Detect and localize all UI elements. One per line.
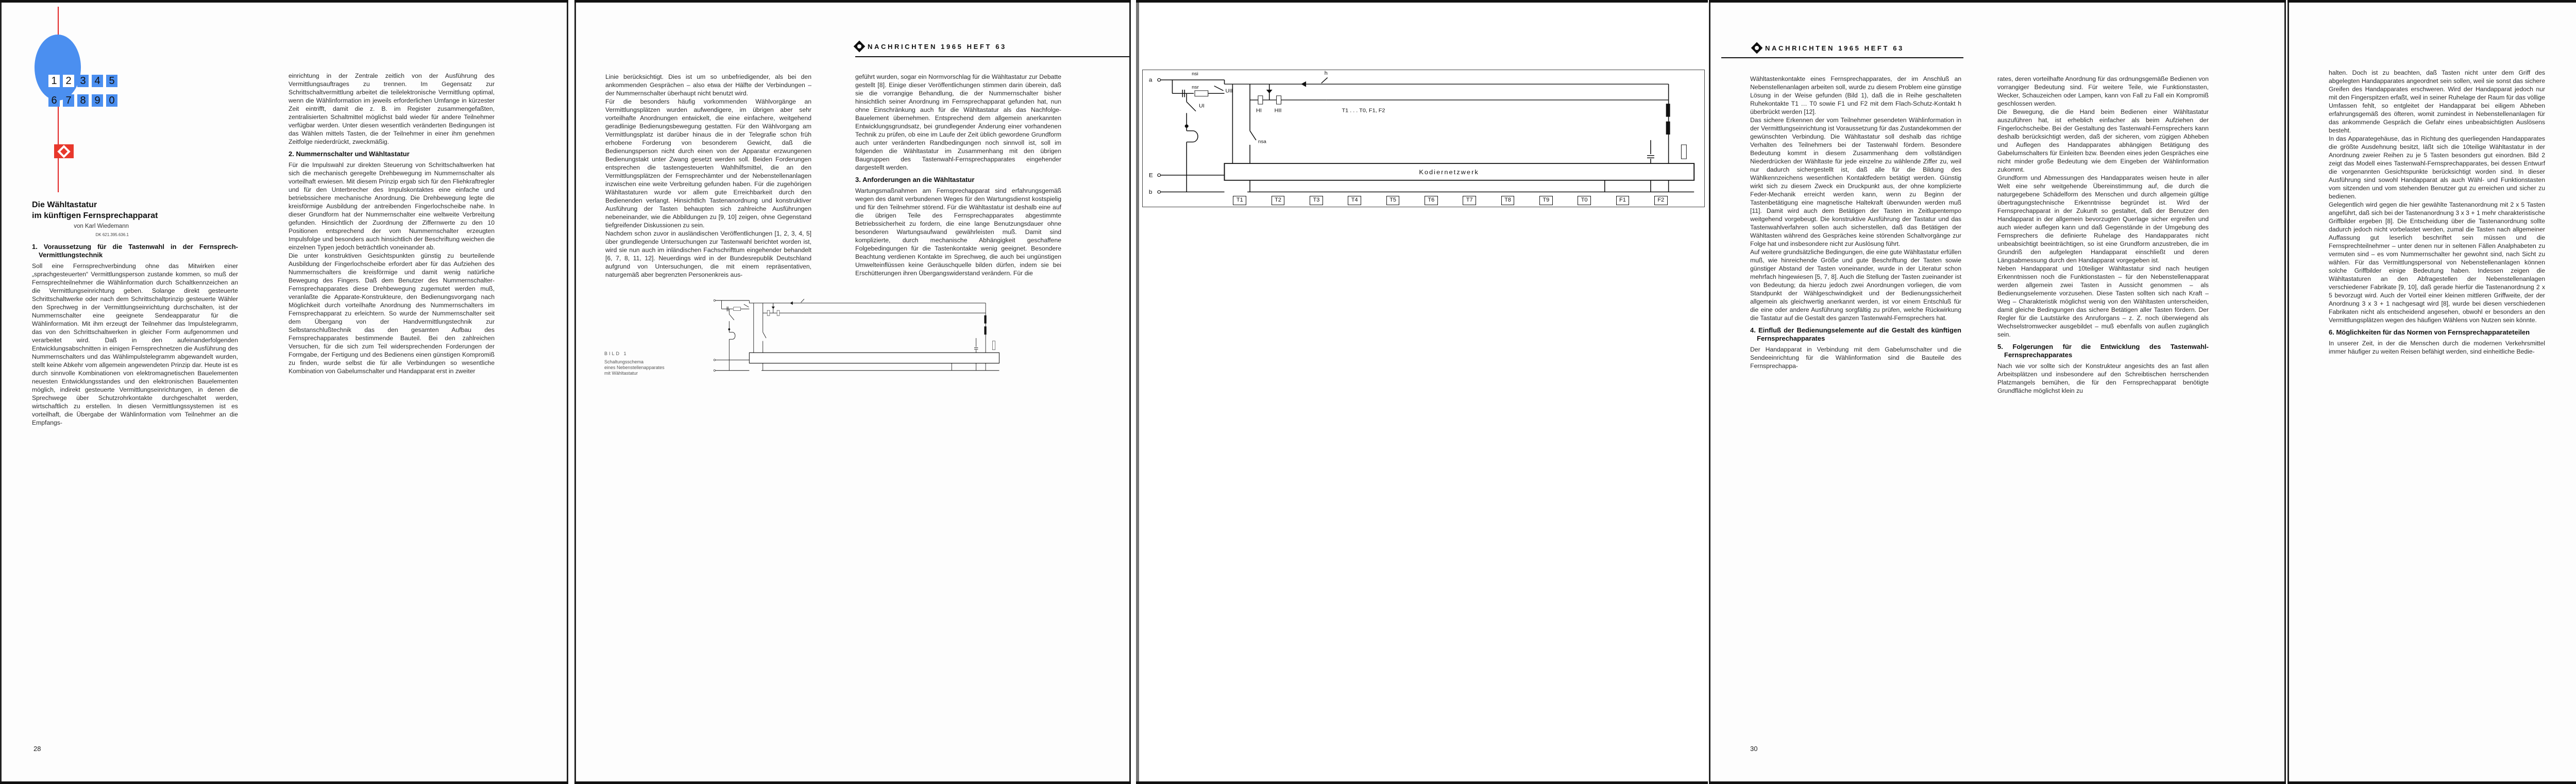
terminal-label-b: b <box>1148 189 1153 194</box>
switch-nsa <box>1250 131 1256 140</box>
author: von Karl Wiedemann <box>74 223 129 229</box>
article-title <box>32 199 202 221</box>
diagram-panel <box>1136 0 1708 784</box>
title-line-2: im künftigen Fernsprechapparat <box>32 211 158 220</box>
terminal <box>1158 174 1161 176</box>
section-heading: 2. Nummernschalter und Wähltastatur <box>289 150 410 158</box>
reed-relay-hi <box>767 310 770 315</box>
resistor <box>992 341 995 350</box>
keypad-digit: 4 <box>92 75 103 87</box>
switch-ui <box>729 314 734 320</box>
reed-relay-hi <box>1258 96 1263 104</box>
terminal-label-e: E <box>1148 172 1153 179</box>
switch-uii <box>1214 86 1224 91</box>
paragraph: Nach wie vor sollte sich der Konstrukteur angesichts des an fast allen Arbeitsplätzen und insbesondere auf den Schreibtischen herrschenden Platzmangels bemühen, die für den Fernsprechapparat benötigte Grundfläche möglichst klein zu <box>1997 362 2209 394</box>
section-heading: 5. Folgerungen für die Entwicklung des Tastenwahl-Fernsprechapparates <box>1997 343 2209 359</box>
resistor <box>1681 145 1686 159</box>
label-nsi: nsi <box>1192 71 1198 77</box>
label-nsr: nsr <box>1192 85 1199 91</box>
page-edge <box>2284 3 2286 781</box>
page-number: 28 <box>33 745 41 753</box>
page-31 <box>2287 0 2576 784</box>
node <box>728 328 730 330</box>
paragraph: geführt wurden, sogar ein Normvorschlag für die Wähltastatur zur Debatte gestellt [8]. Einige dieser Veröffentlichungen stimmen darin überein, daß sie die vorrangige Behandlung, die der Nummernschalter bisher hinsichtlich seiner Anordnung im Fernsprechapparat gefunden hat, nun ohne Einschränkung auch für die Wähltastatur als das Nachfolge-Bauelement übernehmen. Entsprechend dem allgemein anerkannten Entwicklungsgrundsatz, bei grundlegender Änderung einer vorhandenen Technik zu prüfen, ob eine im Laufe der Zeit üblich gewordene Grundform auch unter veränderten Randbedingungen noch sinnvoll ist, soll im folgenden die Wähltastatur im Zusammenhang mit den übrigen Baugruppen des Tastenwahl-Fernsprechapparates eingehender dargestellt werden. <box>855 73 1061 171</box>
tn-logo <box>54 144 74 158</box>
keypad-digit: 1 <box>48 75 60 87</box>
tn-logo-icon <box>854 41 866 53</box>
paragraph: Für die besonders häufig vorkommenden Wählvorgänge an Vermittlungsplätzen wurden aufwendigere, im übrigen aber sehr vorteilhafte Anordnungen entwickelt, die eine einfachere, weitgehend geradlinige Bedienungsbewegung gestatten. Für den Wählvorgang am Vermittlungsplatz ist darüber hinaus die in der Telegrafie schon früh erhobene Forderung von besonderem Gewicht, daß die Bedienungsperson nicht durch einen von der Apparatur erzwungenen Bedienungstakt unter Zwang gesetzt werden soll. Beiden Forderungen entsprechen die tastengesteuerten Wahlhilfsmittel, die an den Vermittlungsplätzen der Fernsprechämter und der Nebenstellenanlagen inzwischen eine weite Verbreitung gefunden haben. Für die zugehörigen Wähltastaturen wurde vor allem gute Erreichbarkeit durch den Bedienenden verlangt. Hinsichtlich Tastenanordnung und konstruktiver Ausführung der Tasten behaupten sich zahlreiche Ausführungen nebeneinander, wie die Abbildungen zu [9, 10] zeigen, ohne Gegenstand tiefgreifender Diskussionen zu sein. <box>605 98 811 229</box>
blue-circle <box>35 35 81 101</box>
transformer-coil <box>1666 104 1670 116</box>
label-hi: HI <box>1256 108 1262 114</box>
diode-symbol <box>1266 90 1273 93</box>
transformer-coil <box>984 326 986 335</box>
figure-label: BILD 1 <box>604 351 628 356</box>
label-nsa: nsa <box>1258 139 1266 145</box>
caption-line: Schaltungsschema <box>604 359 644 364</box>
paragraph: Für die Impulswahl zur direkten Steuerung von Schrittschaltwerken hat sich die mechanisch geregelte Drehbewegung im Nummernschalter als vorteilhaft erwiesen. Mit diesem Prinzip ergab sich für den Fliehkraftregler und für den Unterbrecher des Impulskontaktes eine einfache und betriebssichere mechanische Anordnung. Die Drehbewegung legte die kreisförmige Ausbildung der antreibenden Fingerlochscheibe nahe. In dieser Grundform hat der Nummernschalter eine weltweite Verbreitung gefunden. Hinsichtlich der Zuordnung der Ziffernwerte zu den 10 Positionen entsprechend der vom Nummernschalter erzeugten Impulsfolge und besonders auch hinsichtlich der Beschriftung weichen die einzelnen Typen jedoch beträchtlich voneinander ab. <box>289 161 495 251</box>
diode-symbol <box>790 302 792 305</box>
page-edge <box>0 3 2 781</box>
paragraph: Nachdem schon zuvor in ausländischen Veröffentlichungen [1, 2, 3, 4, 5] über grundlegende Untersuchungen zur Tastenwahl berichtet worden ist, wird sie nun auch im inländischen Fachschrifttum eingehender behandelt [6, 7, 8, 11, 12]. Neuerdings wird in der Bundesrepublik Deutschland aufgrund von Untersuchungen, die mit einem repräsentativen, naturgemäß aber begrenzten Personenkreis aus- <box>605 230 811 278</box>
masthead-rule <box>855 56 1131 57</box>
key-box-t5: T5 <box>1386 196 1400 205</box>
page-30 <box>1709 0 2286 784</box>
caption-line: eines Nebenstellenapparates <box>604 365 665 370</box>
tn-logo-icon <box>1751 42 1763 54</box>
page-28 <box>0 0 568 784</box>
key-box-t1: T1 <box>1233 196 1246 205</box>
paragraph: Grundform und Abmessungen des Handapparates weisen heute in aller Welt eine sehr weitgehende Übereinstimmung auf, die durch die naturgegebene Schädelform des Menschen und durch allgemein gültige übertragungstechnische Erkenntnisse begründet ist. Wird der Fernsprechapparat in der Zukunft so gestaltet, daß der Benutzer den Handapparat in der allgemein bevorzugten Querlage sicher ergreifen und auch wieder auflegen kann und daß Gegenstände in der Umgebung des Fernsprechers die definierte Ruhelage des Handapparates nicht unbeabsichtigt beeinträchtigen, so ist eine Grundform anzustreben, die im Grundriß den aufgelegten Handapparat einschließt und deren Längsabmessung durch den Handapparat vorgegeben ist. <box>1997 174 2209 264</box>
section-heading: 1. Voraussetzung für die Tastenwahl in der Fernsprech-Vermittlungstechnik <box>32 243 238 259</box>
paragraph: Die Bewegung, die die Hand beim Bedienen einer Wähltastatur auszuführen hat, ist erheblich einfacher als beim Aufziehen der Fingerlochscheibe. Bei der Gestaltung des Tastenwahl-Fernsprechers kann deshalb berücksichtigt werden, daß der sicheren, vom zügigen Abheben und Auflegen des Handapparates abhängigen Betätigung des Gabelumschalters für Einleiten bzw. Beenden eines jeden Gespräches eine nicht minder große Bedeutung wie dem Eingeben der Wählinformation zukommt. <box>1997 108 2209 173</box>
keypad-digit: 2 <box>63 75 74 87</box>
keypad-digit: 5 <box>106 75 117 87</box>
keypad-digit: 7 <box>63 94 74 107</box>
column-2 <box>289 72 495 375</box>
resistor <box>734 307 741 311</box>
masthead <box>855 42 1007 51</box>
paragraph: Linie berücksichtigt. Dies ist um so unbefriedigender, als bei den ankommenden Gesprächen – also etwa der Hälfte der Verbindungen – der Nummernschalter überhaupt nicht benutzt wird. <box>605 73 811 97</box>
paragraph: Neben Handapparat und 10teiliger Wähltastatur sind nach heutigen Erkenntnissen noch die Funktionstasten – für den Nebenstellenapparat werden allgemein zwei Tasten in Aussicht genommen – als Bedienungselemente vorzusehen. Diese Tasten sollten sich nach Kraft – Weg – Charakteristik möglichst wenig von den Wähltasten unterscheiden, damit gleiche Bedingungen das sichere Betätigen aller Tasten fördern. Der Regler für die Lautstärke des Anruforgans – z. Z. noch überwiegend als Wechselstromwecker ausgebildet – muß ebenfalls von außen zugänglich sein. <box>1997 265 2209 338</box>
coder-box <box>749 353 999 363</box>
circuit-svg <box>706 294 1005 372</box>
section-heading: 6. Möglichkeiten für das Normen von Fernsprechapparateteilen <box>2329 328 2530 336</box>
paragraph: Gelegentlich wird gegen die hier gewählte Tastenanordnung mit 2 x 5 Tasten angeführt, daß sich bei der Tastenanordnung 3 x 3 + 1 mehr charakteristische Griffbilder ergeben [8]. Die Entscheidung über die Tastenanordnung sollte dadurch jedoch nicht vorbelastet werden, zumal die Tasten nach allgemeiner Auffassung gut leserlich beschriftet sein müssen und die Fernsprechteilnehmer – unter denen nur in seltenen Fällen Analphabeten zu vermuten sind – es vom Nummernschalter her gewohnt sind, nach Sicht zu wählen. Für das Vermittlungspersonal von Nebenstellenanlagen können solche Griffbilder einige Bedeutung haben. Indessen zeigen die Wähltastaturen an den Abfragestellen der Nebenstellenanlagen verschiedener Fabrikate [9, 10], daß gerade hierfür die Tastenanordnung 2 x 5 bevorzugt wird. Auch der Vorteil einer kleinen mittleren Griffweite, der der Anordnung 3 x 3 + 1 nachgesagt wird [8], wurde bei diesen verschiedenen Fabrikaten nicht als entscheidend angesehen, obwohl er besonders an den Vermittlungsplätzen wegen des häufigen Wählens von Nutzen sein könnte. <box>2329 201 2545 324</box>
page-edge <box>1136 3 1139 781</box>
key-box-f1: F1 <box>1616 196 1630 205</box>
paragraph: rates, deren vorteilhafte Anordnung für das ordnungsgemäße Bedienen von vorrangiger Bedeutung sind. Für weitere Teile, wie Funktionstasten, Wecker, Schauzeichen oder Lampen, kann von Fall zu Fall ein Kompromiß geschlossen werden. <box>1997 75 2209 107</box>
keypad-digit: 0 <box>106 94 117 107</box>
label-ui: UI <box>1199 103 1205 109</box>
terminal <box>714 370 715 371</box>
reed-relay-hii <box>777 310 779 315</box>
paragraph: einrichtung in der Zentrale zeitlich von der Ausführung des Vermittlungsauftrages zu trennen. Im Gegensatz zur Schrittschaltvermittlung arbeitet die teilelektronische Vermittlung optimal, wenn die Wählinformation im jeweils erforderlichen Umfange in kürzester Zeit eintrifft, damit die z. B. im Register zusammengefaßten, zentralisierten Schaltmittel möglichst bald wieder für andere Teilnehmer verfügbar werden. Unter diesen wesentlich veränderten Bedingungen ist das Wählen mittels Tasten, die der Teilnehmer in einer ihm genehmen Zeitfolge niederdrückt, zweckmäßig. <box>289 72 495 145</box>
resistor <box>1195 91 1208 96</box>
caption-line: mit Wähltastatur <box>604 371 638 376</box>
paragraph: Die unter konstruktiven Gesichtspunkten günstig zu beurteilende Ausbildung der Fingerlochscheibe erfordert aber für das Aufziehen des Nummernschalters die kreisförmige und damit wenig natürliche Bewegung des Fingers. Daß dem Benutzer des Nummernschalter-Fernsprechapparates diese Drehbewegung zugemutet werden muß, veranlaßte die Apparate-Konstrukteure, den Bedienungsvorgang nach Möglichkeit durch vorteilhafte Anordnung des Nummernschalters im Fernsprechapparat zu erleichtern. So wurde der Nummernschalter seit dem Übergang von der Handvermittlungstechnik zur Selbstanschlußtechnik das den gesamten Aufbau des Fernsprechapparates bestimmende Bauteil. Bei den zahlreichen Versuchen, für die sich zum Teil widersprechenden Forderungen der Formgabe, der Fertigung und des Bedienens einen günstigen Kompromiß zu finden, wurde selbst die für alle Verbindungen so wesentliche Kombination von Gabelumschalter und Handapparat erst in zweiter <box>289 252 495 375</box>
keypad-digit: 9 <box>92 94 103 107</box>
column-1 <box>2329 69 2545 356</box>
figure-caption <box>604 351 692 376</box>
paragraph: Wartungsmaßnahmen am Fernsprechapparat sind erfahrungsgemäß wegen des damit verbundenen Weges für den Wartungsdienst kostspielig und für den Teilnehmer störend. Für die Wähltastatur ist deshalb eine auf die übrigen Teile des Fernsprechapparates abgestimmte Betriebssicherheit zu fordern, die eine lange Benutzungsdauer ohne besonderen Wartungsaufwand gewährleisten muß. Damit sind komplizierte, durch mechanische Abhängigkeit geschaffene Folgebedingungen für die Tastenkontakte wenig geeignet. Besondere Beachtung verdienen Kontakte im Sprechweg, die auch bei ungünstigen Umwelteinflüssen keine Geräuschquelle bilden dürfen, indem sie bei Erschütterungen ihren Übergangswiderstand verändern. Für die <box>855 187 1061 277</box>
switch-ui <box>1187 102 1196 111</box>
section-heading: 4. Einfluß der Bedienungselemente auf die Gestalt des künftigen Fernsprechapparates <box>1750 326 1961 342</box>
terminal-label-a: a <box>1148 77 1153 84</box>
coder-label: Kodiernetzwerk <box>1419 169 1479 176</box>
diode-symbol <box>772 307 775 309</box>
terminal <box>714 359 715 361</box>
key-box-t3: T3 <box>1310 196 1323 205</box>
key-box-t2: T2 <box>1272 196 1285 205</box>
key-box-t9: T9 <box>1539 196 1553 205</box>
column-1 <box>605 73 811 279</box>
label-h: h <box>1324 71 1328 76</box>
page-29 <box>574 0 1131 784</box>
label-uii: UII <box>1225 88 1233 94</box>
diode-symbol <box>1301 81 1306 87</box>
page-edge <box>567 3 568 781</box>
key-box-t6: T6 <box>1425 196 1438 205</box>
paragraph: halten. Doch ist zu beachten, daß Tasten nicht unter dem Griff des abgelegten Handapparates angeordnet sein sollen, weil sie sonst das sichere Greifen des Handapparates erschweren. Wird der Handapparat jedoch nur mit den Fingerspitzen erfaßt, weil in seiner Ruhelage der Raum für das völlige Umfassen fehlt, so entgleitet der Handapparat bei eiligem Abheben erfahrungsgemäß des öfteren, womit zumindest in Nebenstellenanlagen für das ankommende Gespräch die Gefahr eines unbeabsichtigten Auslösens besteht. <box>2329 69 2545 134</box>
page-edge <box>2287 3 2289 781</box>
label-hii: HII <box>1274 108 1282 114</box>
keypad-digit: 6 <box>48 94 60 107</box>
switch-nsa <box>763 332 766 338</box>
dk-number: DK 621.395.636.1 <box>95 232 129 237</box>
paragraph: Auf weitere grundsätzliche Bedingungen, die eine gute Wähltastatur erfüllen muß, wie hinreichende Größe und gute Beschriftung der Tasten sowie günstiger Abstand der Tasten voneinander, wurde in der Literatur schon mehrfach hingewiesen [5, 7, 8]. Auch die Stellung der Tasten zueinander ist von Bedeutung; da hierzu jedoch zwei Anordnungen vorliegen, die vom Standpunkt der Wählgeschwindigkeit und der Bedienungssicherheit allgemein als gleichwertig anerkannt werden, ist vor einem Entschluß für die eine oder andere Ausführung sorgfältig zu prüfen, welche Rückwirkung die Tastatur auf die Gestalt des ganzen Tastenwahl-Fernsprechers hat. <box>1750 248 1961 322</box>
column-2 <box>1997 75 2209 395</box>
page-edge <box>1709 3 1710 781</box>
paragraph: Wähltastenkontakte eines Fernsprechapparates, der im Anschluß an Nebenstellenanlagen arbeiten soll, wurde zu diesem Problem eine günstige Lösung in der Weise gefunden (Bild 1), daß die in Reihe geschalteten Ruhekontakte T1 … T0 sowie F1 und F2 mit dem Flach-Schutz-Kontakt h überbrückt werden [12]. <box>1750 75 1961 115</box>
earpiece-symbol <box>729 332 735 340</box>
paragraph: Der Handapparat in Verbindung mit dem Gabelumschalter und die Sendeeinrichtung für die Wählinformation sind die Bauteile des Fernsprechappa- <box>1750 346 1961 370</box>
circuit-svg <box>1143 70 1704 194</box>
section-heading: 3. Anforderungen an die Wähltastatur <box>855 176 975 184</box>
terminal <box>1158 191 1161 193</box>
label-key-contacts: T1 . . . T0, F1, F2 <box>1342 108 1385 114</box>
paragraph: Soll eine Fernsprechverbindung ohne das Mitwirken einer „sprachgesteuerten“ Vermittlungsperson zustande kommen, so muß der Fernsprechteilnehmer die Wählinformation durch Schaltkennzeichen an die Vermittlungseinrichtung geben. Solange direkt gesteuerte Schrittschaltwerke oder nach dem Schrittschaltprinzip gesteuerte Wähler den Sprechweg in der Vermittlungseinrichtung durchschalten, ist der Nummernschalter eine geeignete Sendeapparatur für die Wählinformation. Mit ihm erzeugt der Teilnehmer das Impulstelegramm, das von den Schrittschaltwerken in gleicher Form aufgenommen und verarbeitet wird. Daß in den aufeinanderfolgenden Entwicklungsabschnitten in einigen Fernsprechnetzen die Ausführung des Nummernschalters und das Wählimpulstelegramm abgewandelt wurden, stellt keine Abkehr vom allgemein angewendeten Prinzip dar. Heute ist es durch sinnvolle Kombinationen von elektromagnetischen Bauelementen neuesten Entwicklungsstandes und den elektronischen Bauelementen möglich, indirekt gesteuerte Vermittlungseinrichtungen, in denen die Sprechwege über Schutzrohrkontakte durchgeschaltet werden, wirtschaftlich zu erstellen. In diesen Vermittlungssystemen ist es vorteilhaft, die Übergabe der Wählinformation vom Teilnehmer an die Empfangs- <box>32 262 238 426</box>
paragraph: Das sichere Erkennen der vom Teilnehmer gesendeten Wählinformation in der Vermittlungseinrichtung ist Voraussetzung für das Zustandekommen der gewünschten Verbindung. Die Wähltastatur soll deshalb das richtige Verhalten des Teilnehmers bei der Tastenwahl fördern. Besondere Bedeutung kommt in diesem Zusammenhang dem vollständigen Niederdrücken der Wähltaste für jede einzelne zu wählende Ziffer zu, weil nur dadurch sichergestellt ist, daß alle für die Bildung des Wählkennzeichens wesentlichen Kontaktfedern betätigt werden. Günstig wirkt sich zu diesem Zweck ein Druckpunkt aus, der ohne komplizierte Feder-Mechanik erreicht werden kann, wenn zu Beginn der Tastenbetätigung eine magnetische Haltekraft überwunden werden muß [11]. Damit wird auch dem Betätigen der Tasten im Zeitlupentempo weitgehend vorgebeugt. Die konstruktive Ausführung der Tastatur und das Tastenwahlverfahren sollen auch sicherstellen, daß das Betätigen der Wähltasten während des Gespräches keine störenden Schaltvorgänge zur Folge hat und insbesondere nicht zur Auslösung führt. <box>1750 116 1961 247</box>
terminal <box>1158 78 1161 81</box>
transformer-coil <box>984 315 986 324</box>
circuit-diagram-large <box>1142 70 1705 207</box>
masthead-text: NACHRICHTEN 1965 HEFT 63 <box>1765 44 1904 52</box>
keypad-digit: 3 <box>77 75 89 87</box>
reed-relay-hii <box>1277 96 1281 104</box>
key-box-t4: T4 <box>1348 196 1361 205</box>
page-edge <box>574 3 576 781</box>
paragraph: In das Apparategehäuse, das in Richtung des querliegenden Handapparates die größte Ausdehnung besitzt, läßt sich die 10teilige Wähltastatur in der Anordnung zweier Reihen zu je 5 Tasten besonders gut einordnen. Bild 2 zeigt das Modell eines Tastenwahl-Fernsprechapparates, bei dessen Entwurf die vorgenannten Gesichtspunkte berücksichtigt worden sind. In dieser Ausführung sind sowohl Handapparat als auch Wähl- und Funktionstasten vom sitzenden und vom stehenden Benutzer gut zu erreichen und sicher zu bedienen. <box>2329 135 2545 200</box>
switch-h <box>1321 77 1328 83</box>
column-2 <box>855 73 1061 277</box>
masthead <box>1753 44 1904 52</box>
circuit-diagram-small <box>706 294 1005 387</box>
key-box-t7: T7 <box>1463 196 1476 205</box>
column-1 <box>1750 75 1961 370</box>
column-1 <box>32 239 238 427</box>
terminal <box>714 299 715 301</box>
title-line-1: Die Wähltastatur <box>32 201 97 209</box>
page-edge <box>1129 3 1131 781</box>
switch-h <box>801 299 804 303</box>
masthead-text: NACHRICHTEN 1965 HEFT 63 <box>868 42 1007 51</box>
page-number: 30 <box>1750 745 1758 753</box>
keypad-digit: 8 <box>77 94 89 107</box>
key-box-t8: T8 <box>1501 196 1515 205</box>
switch-uii <box>744 304 749 307</box>
earpiece-symbol <box>1187 131 1198 142</box>
key-box-f2: F2 <box>1654 196 1668 205</box>
masthead-rule <box>1721 57 1963 58</box>
paragraph: In unserer Zeit, in der die Menschen durch die modernen Verkehrsmittel immer häufiger zu weiten Reisen befähigt werden, sind einheitliche Bedie- <box>2329 340 2545 355</box>
node <box>1185 125 1188 127</box>
key-box-t0: T0 <box>1578 196 1591 205</box>
transformer-coil <box>1666 122 1670 135</box>
